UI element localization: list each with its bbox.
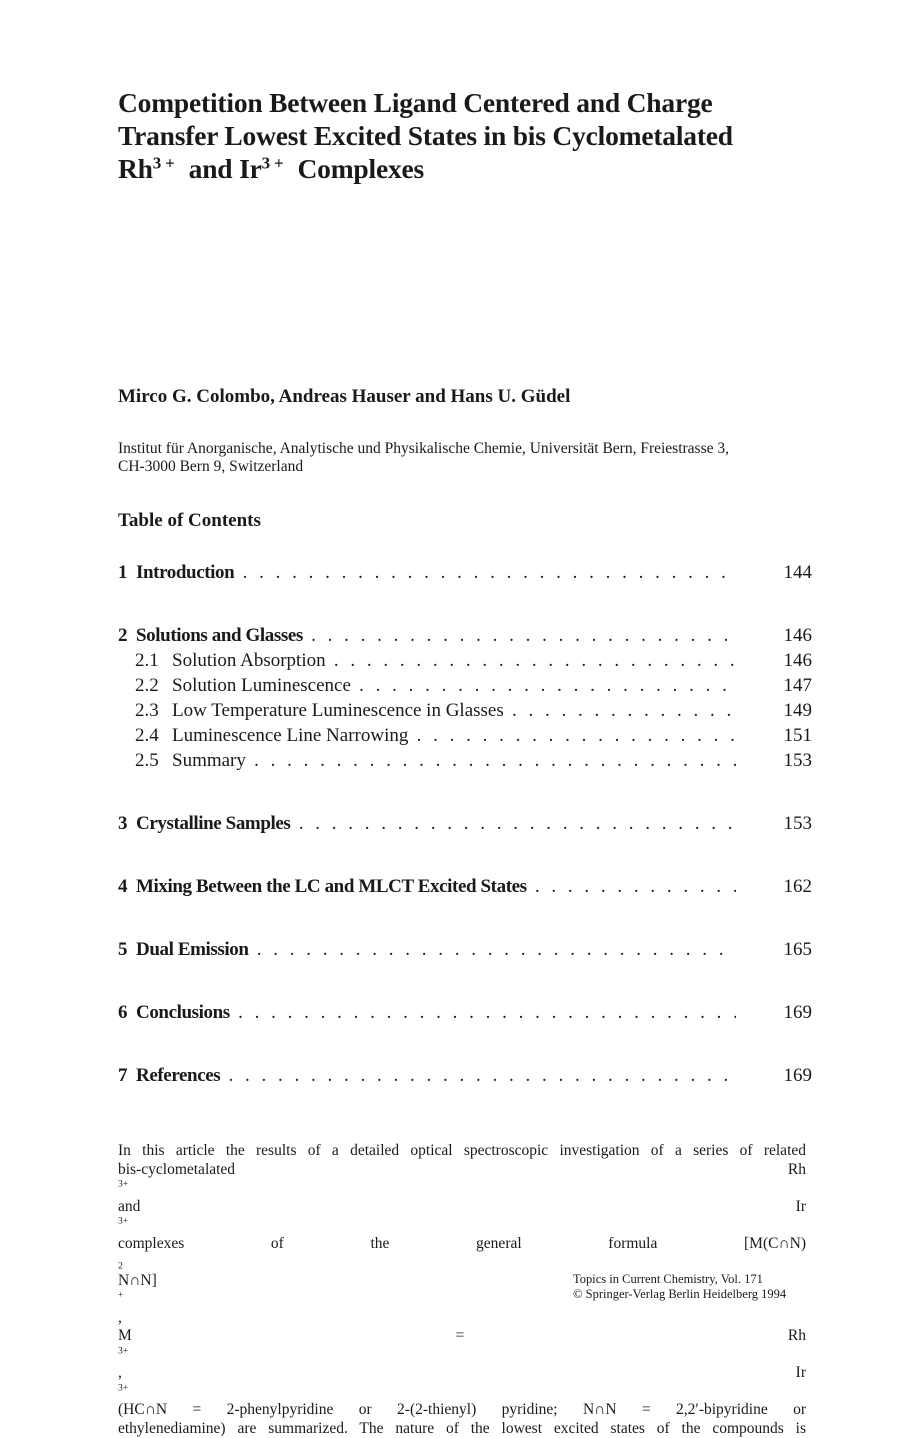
article-title [118, 86, 858, 185]
toc-page-number: 144 [783, 562, 812, 583]
toc-page-number: 162 [783, 876, 812, 897]
toc-page-number: 153 [783, 813, 812, 834]
toc-page-number: 146 [783, 650, 812, 671]
toc-page-number: 146 [783, 625, 812, 646]
toc-entry: 4 Mixing Between the LC and MLCT Excited States . . . 162 [118, 874, 812, 899]
toc-page-number: 147 [783, 675, 812, 696]
title-line-2: Transfer Lowest Excited States in bis Cyclometalated [118, 120, 733, 151]
toc-page-number: 153 [783, 750, 812, 771]
toc-page-number: 149 [783, 700, 812, 721]
toc-entry: 6 Conclusions . . . 169 [118, 1000, 812, 1025]
toc-subentry: 2.1 Solution Absorption . . . 146 [135, 648, 812, 673]
toc-entry: 1 Introduction . . . 144 [118, 560, 812, 585]
toc-heading: Table of Contents [118, 510, 261, 531]
publication-footer: Topics in Current Chemistry, Vol. 171 © Springer-Verlag Berlin Heidelberg 1994 [573, 1272, 787, 1301]
toc-page-number: 165 [783, 939, 812, 960]
toc-subentry: 2.2 Solution Luminescence . . . 147 [135, 673, 812, 698]
toc-page-number: 151 [783, 725, 812, 746]
toc-entry: 2 Solutions and Glasses . . . 146 [118, 623, 812, 648]
toc-subentry: 2.3 Low Temperature Luminescence in Glasses . . . 149 [135, 698, 812, 723]
toc-entry: 7 References . . . 169 [118, 1063, 812, 1088]
toc-subentry: 2.5 Summary . . . 153 [135, 748, 812, 773]
title-line-1: Competition Between Ligand Centered and Charge [118, 87, 713, 118]
authors: Mirco G. Colombo, Andreas Hauser and Hans U. Güdel [118, 386, 571, 407]
toc-subentry: 2.4 Luminescence Line Narrowing . . . 151 [135, 723, 812, 748]
abstract-paragraph: In this article the results of a detailed optical spectroscopic investigation of a series of related bis-cyclometalated Rh $^{3+}$ and Ir $^{3+}$ complexes of the general formula [M(C∩N) $_2$ N∩N] + , M = Rh $^{3+}$ , Ir $^{3+}$ (HC∩N = 2-phenylpyridine or 2-(2-thienyl) pyridine; N∩N = 2,2′-bipyridine or ethylenediamine) are summarized. The nature of the lowest excited states of the compounds is [118, 1142, 806, 1437]
affiliation: Institut für Anorganische, Analytische und Physikalische Chemie, Universität Bern, Freiestrasse 3, CH-3000 Bern 9, Switzerland [118, 440, 729, 475]
toc-entry: 3 Crystalline Samples . . . 153 [118, 811, 812, 836]
title-line-3: $Rh^{3 +}$ and $Ir^{3 +}$ Complexes [118, 153, 425, 184]
toc-entry: 5 Dual Emission . . . 165 [118, 937, 812, 962]
toc-page-number: 169 [783, 1065, 812, 1086]
toc-page-number: 169 [783, 1002, 812, 1023]
